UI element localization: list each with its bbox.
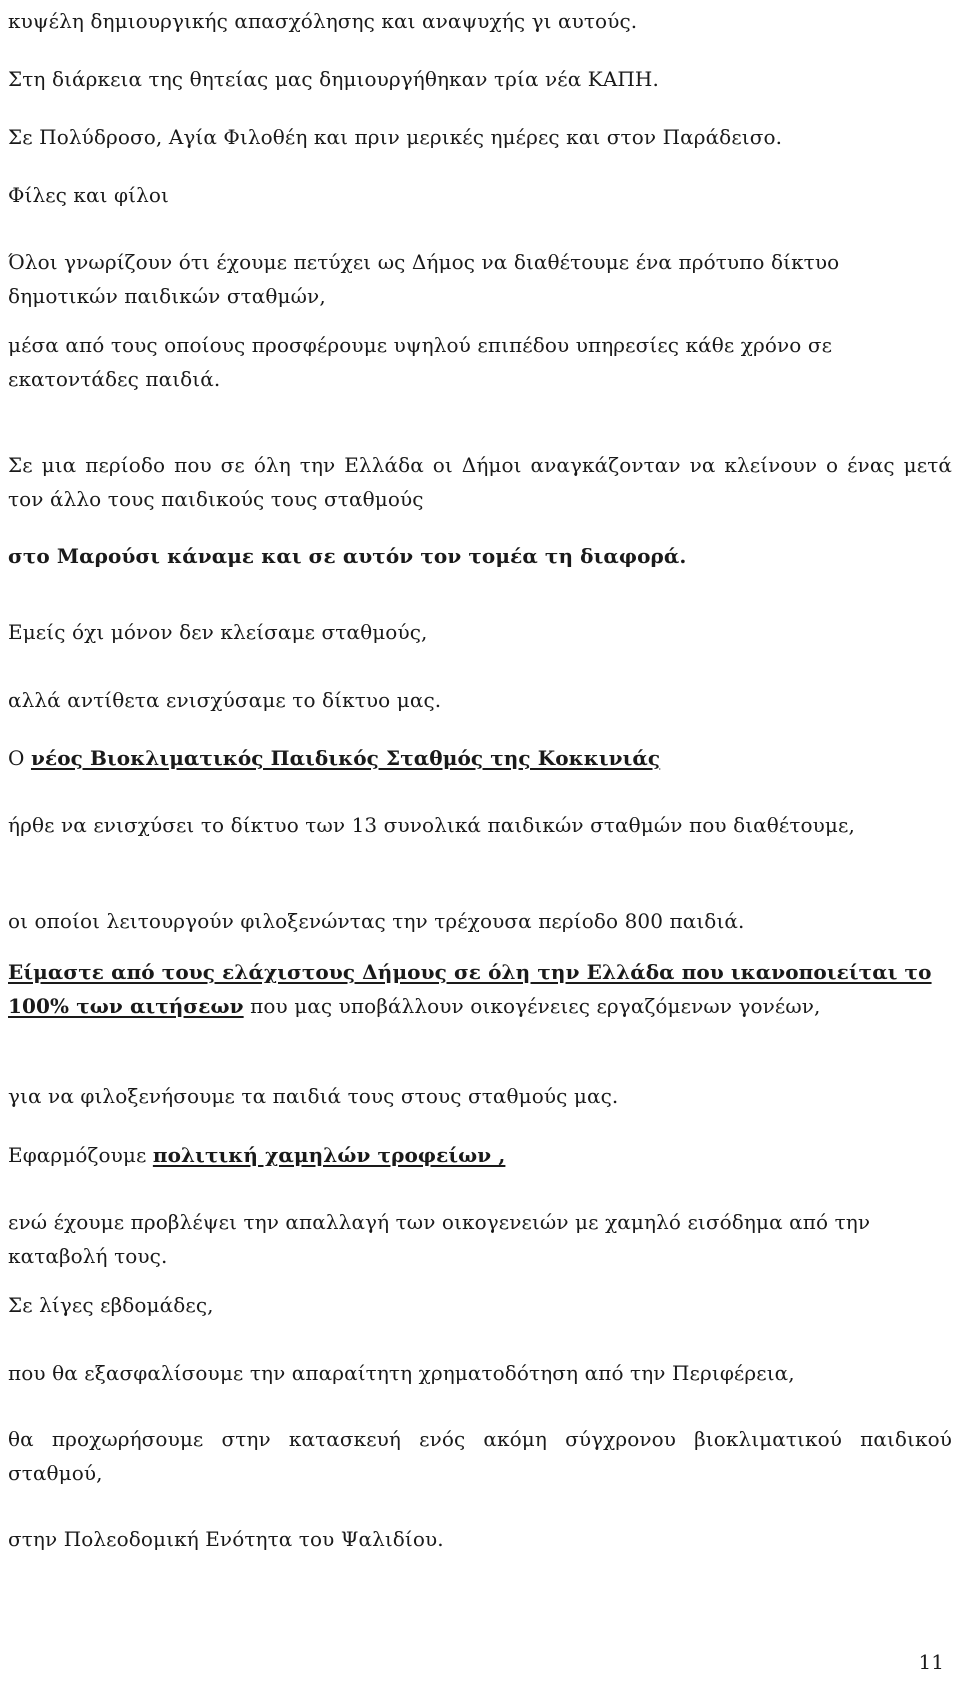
paragraph-5: Όλοι γνωρίζουν ότι έχουμε πετύχει ως Δήμος να διαθέτουμε ένα πρότυπο δίκτυο δημοτικών παιδικών σταθμών, [8,250,840,308]
paragraph-17: ενώ έχουμε προβλέψει την απαλλαγή των οικογενειών με χαμηλό εισόδημα από την καταβολή τους. [8,1210,871,1268]
paragraph-21: στην Πολεοδομική Ενότητα του Ψαλιδίου. [8,1527,444,1551]
paragraph-19: που θα εξασφαλίσουμε την απαραίτητη χρηματοδότηση από την Περιφέρεια, [8,1361,795,1385]
page-number: 11 [918,1650,944,1674]
paragraph-16-emphasis: πολιτική χαμηλών τροφείων , [152,1143,506,1167]
paragraph-7: Σε μια περίοδο που σε όλη την Ελλάδα οι Δήμοι αναγκάζονταν να κλείνουν ο ένας μετά τον άλλο τους παιδικούς τους σταθμούς [8,453,952,511]
paragraph-14-rest: που μας υποβάλλουν οικογένειες εργαζόμενων γονέων, [243,994,821,1018]
paragraph-6: μέσα από τους οποίους προσφέρουμε υψηλού επιπέδου υπηρεσίες κάθε χρόνο σε εκατοντάδες παιδιά. [8,333,833,391]
paragraph-1: κυψέλη δημιουργικής απασχόλησης και αναψυχής γι αυτούς. [8,9,638,33]
paragraph-14 [8,955,952,1023]
paragraph-11 [8,741,952,775]
paragraph-10: αλλά αντίθετα ενισχύσαμε το δίκτυο μας. [8,688,442,712]
paragraph-14-emphasis: Είμαστε από τους ελάχιστους Δήμους σε όλη την Ελλάδα που ικανοποιείται το 100% των αιτήσεων [8,960,932,1018]
paragraph-9: Εμείς όχι μόνον δεν κλείσαμε σταθμούς, [8,620,428,644]
paragraph-18: Σε λίγες εβδομάδες, [8,1293,214,1317]
paragraph-12: ήρθε να ενισχύσει το δίκτυο των 13 συνολικά παιδικών σταθμών που διαθέτουμε, [8,813,855,837]
paragraph-11-prefix: Ο [8,746,31,770]
paragraph-11-emphasis: νέος Βιοκλιματικός Παιδικός Σταθμός της Κοκκινιάς [30,746,661,770]
paragraph-4: Φίλες και φίλοι [8,183,169,207]
paragraph-16 [8,1138,952,1172]
paragraph-3: Σε Πολύδροσο, Αγία Φιλοθέη και πριν μερικές ημέρες και στον Παράδεισο. [8,125,783,149]
paragraph-15: για να φιλοξενήσουμε τα παιδιά τους στους σταθμούς μας. [8,1084,619,1108]
document-page [8,0,952,1686]
paragraph-13: οι οποίοι λειτουργούν φιλοξενώντας την τρέχουσα περίοδο 800 παιδιά. [8,909,745,933]
paragraph-8: στο Μαρούσι κάναμε και σε αυτόν τον τομέα τη διαφορά. [8,544,687,568]
paragraph-20: θα προχωρήσουμε στην κατασκευή ενός ακόμη σύγχρονου βιοκλιματικού παιδικού σταθμού, [8,1427,952,1485]
paragraph-2: Στη διάρκεια της θητείας μας δημιουργήθηκαν τρία νέα ΚΑΠΗ. [8,67,659,91]
paragraph-16-prefix: Εφαρμόζουμε [8,1143,153,1167]
